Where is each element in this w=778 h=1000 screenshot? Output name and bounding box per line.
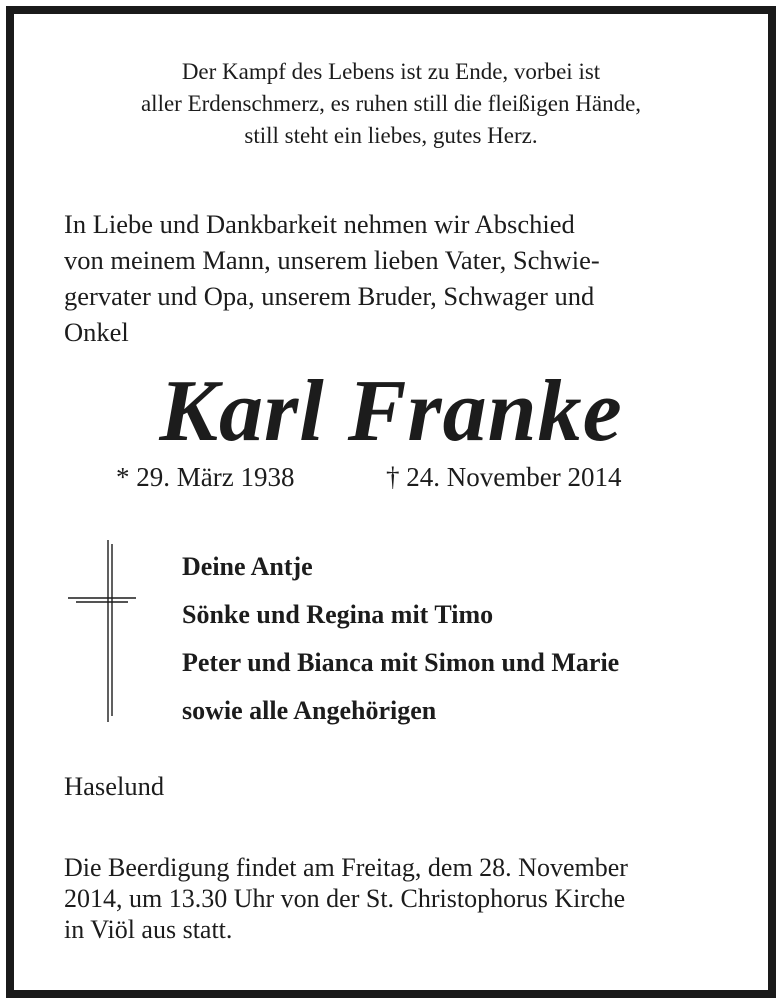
intro-line-4: Onkel (64, 317, 129, 347)
mourner-3: Peter und Bianca mit Simon und Marie (182, 648, 620, 677)
life-dates (116, 459, 622, 495)
place-name: Haselund (64, 771, 165, 801)
mourner-1: Deine Antje (182, 552, 313, 581)
funeral-line-3: in Viöl aus statt. (64, 915, 233, 944)
funeral-line-2: 2014, um 13.30 Uhr von der St. Christophorus Kirche (64, 884, 626, 913)
birth-date: * 29. März 1938 (116, 462, 295, 492)
intro-line-3: gervater und Opa, unserem Bruder, Schwager und (64, 281, 595, 311)
funeral-line-1: Die Beerdigung findet am Freitag, dem 28. November (64, 853, 628, 882)
poem-line-3: still steht ein liebes, gutes Herz. (244, 123, 538, 148)
funeral-info (64, 852, 628, 945)
deceased-name: Karl Franke (159, 363, 623, 460)
poem-line-2: aller Erdenschmerz, es ruhen still die fleißigen Hände, (140, 91, 642, 116)
cross-icon (66, 540, 138, 722)
poem (14, 56, 768, 152)
poem-line-1: Der Kampf des Lebens ist zu Ende, vorbei ist (181, 59, 601, 84)
mourner-2: Sönke und Regina mit Timo (182, 600, 494, 629)
mourner-4: sowie alle Angehörigen (182, 696, 437, 725)
intro-line-1: In Liebe und Dankbarkeit nehmen wir Abschied (64, 209, 575, 239)
obituary-notice (6, 6, 776, 998)
intro-line-2: von meinem Mann, unserem lieben Vater, Schwie- (64, 245, 600, 275)
intro-text (64, 206, 600, 350)
death-date: † 24. November 2014 (386, 462, 622, 492)
mourners-list (182, 543, 619, 735)
